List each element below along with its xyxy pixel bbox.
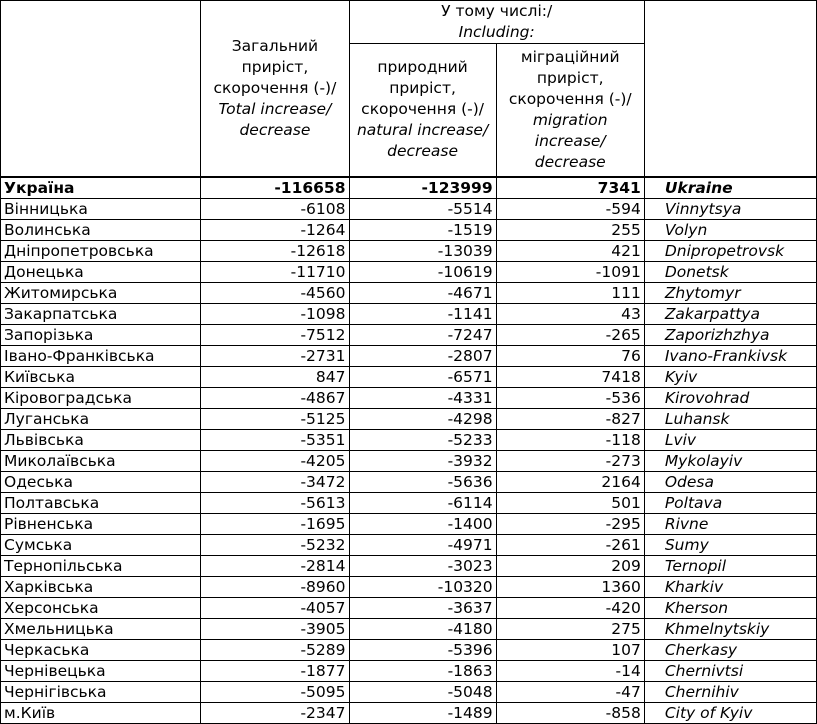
natural-change-value: -4180 — [349, 618, 496, 639]
region-name-en: Kharkiv — [644, 576, 816, 597]
region-name-uk: Кіровоградська — [1, 387, 201, 408]
total-change-value: -1264 — [201, 219, 349, 240]
table-row — [1, 576, 817, 597]
migration-change-value: 501 — [496, 492, 644, 513]
natural-change-value: -4671 — [349, 282, 496, 303]
region-name-uk: Тернопільська — [1, 555, 201, 576]
header-migration — [496, 44, 644, 177]
table-row — [1, 219, 817, 240]
total-change-value: -2814 — [201, 555, 349, 576]
table-row — [1, 555, 817, 576]
migration-change-value: 209 — [496, 555, 644, 576]
region-name-en: Poltava — [644, 492, 816, 513]
region-name-en: Vinnytsya — [644, 198, 816, 219]
total-change-value: -5125 — [201, 408, 349, 429]
region-name-en: Dnipropetrovsk — [644, 240, 816, 261]
header-total — [201, 1, 349, 177]
header-total-en: Total increase/ decrease — [218, 99, 332, 139]
migration-change-value: -118 — [496, 429, 644, 450]
region-name-uk: Дніпропетровська — [1, 240, 201, 261]
header-natural-en: natural increase/ decrease — [356, 121, 489, 161]
total-change-value: -5232 — [201, 534, 349, 555]
table-row — [1, 534, 817, 555]
region-name-uk: Київська — [1, 366, 201, 387]
region-name-uk: Одеська — [1, 471, 201, 492]
total-change-value: -2347 — [201, 702, 349, 723]
region-name-en: Zaporizhzhya — [644, 324, 816, 345]
region-name-uk: Хмельницька — [1, 618, 201, 639]
region-name-uk: Волинська — [1, 219, 201, 240]
migration-change-value: 111 — [496, 282, 644, 303]
region-name-uk: Житомирська — [1, 282, 201, 303]
natural-change-value: -1489 — [349, 702, 496, 723]
natural-change-value: -3637 — [349, 597, 496, 618]
table-row — [1, 240, 817, 261]
table-row — [1, 681, 817, 702]
region-name-en: Donetsk — [644, 261, 816, 282]
total-change-value: -3905 — [201, 618, 349, 639]
natural-change-value: -5048 — [349, 681, 496, 702]
total-change-value: -4560 — [201, 282, 349, 303]
region-name-uk: Чернівецька — [1, 660, 201, 681]
total-change-value: -2731 — [201, 345, 349, 366]
region-name-en: Lviv — [644, 429, 816, 450]
migration-change-value: -420 — [496, 597, 644, 618]
region-name-en: Luhansk — [644, 408, 816, 429]
natural-change-value: -5514 — [349, 198, 496, 219]
header-total-uk: Загальний приріст, скорочення (-)/ — [213, 36, 337, 97]
table-row — [1, 660, 817, 681]
total-change-value: -1098 — [201, 303, 349, 324]
region-name-uk: Черкаська — [1, 639, 201, 660]
header-natural — [349, 44, 496, 177]
table-row — [1, 324, 817, 345]
migration-change-value: 76 — [496, 345, 644, 366]
header-including-uk: У тому числі:/ — [441, 2, 553, 20]
migration-change-value: 421 — [496, 240, 644, 261]
region-name-en: Cherkasy — [644, 639, 816, 660]
region-name-en: Khmelnytskiy — [644, 618, 816, 639]
region-name-uk: Донецька — [1, 261, 201, 282]
header-including-en: Including: — [458, 23, 535, 41]
header-region-blank — [1, 1, 201, 177]
table-row — [1, 282, 817, 303]
table-row — [1, 450, 817, 471]
header-natural-uk: природний приріст, скорочення (-)/ — [361, 58, 484, 119]
total-change-value: -1877 — [201, 660, 349, 681]
migration-change-value: 275 — [496, 618, 644, 639]
region-name-uk: Херсонська — [1, 597, 201, 618]
natural-change-value: -5396 — [349, 639, 496, 660]
region-name-en: Odesa — [644, 471, 816, 492]
region-name-en: Ivano-Frankivsk — [644, 345, 816, 366]
region-name-en: Chernihiv — [644, 681, 816, 702]
total-change-value: -4057 — [201, 597, 349, 618]
region-name-en: Rivne — [644, 513, 816, 534]
region-name-en: Ternopil — [644, 555, 816, 576]
natural-change-value: -6114 — [349, 492, 496, 513]
region-name-en: Kherson — [644, 597, 816, 618]
migration-change-value: 255 — [496, 219, 644, 240]
migration-change-value: -261 — [496, 534, 644, 555]
region-name-en: Volyn — [644, 219, 816, 240]
migration-change-value: -14 — [496, 660, 644, 681]
header-english-blank — [644, 1, 816, 177]
natural-change-value: -1519 — [349, 219, 496, 240]
total-change-value: -4867 — [201, 387, 349, 408]
migration-change-value: 7341 — [496, 177, 644, 199]
natural-change-value: -13039 — [349, 240, 496, 261]
region-name-uk: Львівська — [1, 429, 201, 450]
migration-change-value: -827 — [496, 408, 644, 429]
table-row — [1, 387, 817, 408]
table-row — [1, 513, 817, 534]
table-row — [1, 597, 817, 618]
region-name-en: Kyiv — [644, 366, 816, 387]
migration-change-value: -295 — [496, 513, 644, 534]
total-change-value: -7512 — [201, 324, 349, 345]
migration-change-value: -1091 — [496, 261, 644, 282]
region-name-en: Ukraine — [644, 177, 816, 199]
table-row — [1, 408, 817, 429]
region-name-en: City of Kyiv — [644, 702, 816, 723]
region-name-uk: Закарпатська — [1, 303, 201, 324]
natural-change-value: -5636 — [349, 471, 496, 492]
total-change-value: 847 — [201, 366, 349, 387]
total-change-value: -5289 — [201, 639, 349, 660]
total-change-value: -3472 — [201, 471, 349, 492]
migration-change-value: 43 — [496, 303, 644, 324]
region-name-uk: Полтавська — [1, 492, 201, 513]
total-change-value: -6108 — [201, 198, 349, 219]
migration-change-value: -858 — [496, 702, 644, 723]
natural-change-value: -1141 — [349, 303, 496, 324]
migration-change-value: -273 — [496, 450, 644, 471]
table-row — [1, 471, 817, 492]
natural-change-value: -6571 — [349, 366, 496, 387]
region-name-uk: Чернігівська — [1, 681, 201, 702]
table-row-total — [1, 177, 817, 199]
total-change-value: -12618 — [201, 240, 349, 261]
natural-change-value: -3023 — [349, 555, 496, 576]
region-name-en: Kirovohrad — [644, 387, 816, 408]
region-name-uk: Сумська — [1, 534, 201, 555]
migration-change-value: -47 — [496, 681, 644, 702]
header-including — [349, 1, 644, 44]
migration-change-value: 107 — [496, 639, 644, 660]
natural-change-value: -2807 — [349, 345, 496, 366]
natural-change-value: -7247 — [349, 324, 496, 345]
table-row — [1, 261, 817, 282]
migration-change-value: -536 — [496, 387, 644, 408]
migration-change-value: 2164 — [496, 471, 644, 492]
table-row — [1, 345, 817, 366]
region-name-uk: Харківська — [1, 576, 201, 597]
region-name-uk: м.Київ — [1, 702, 201, 723]
total-change-value: -5613 — [201, 492, 349, 513]
region-name-en: Sumy — [644, 534, 816, 555]
natural-change-value: -5233 — [349, 429, 496, 450]
table-row — [1, 198, 817, 219]
migration-change-value: 7418 — [496, 366, 644, 387]
table-row — [1, 303, 817, 324]
region-name-uk: Запорізька — [1, 324, 201, 345]
total-change-value: -5095 — [201, 681, 349, 702]
migration-change-value: -594 — [496, 198, 644, 219]
total-change-value: -1695 — [201, 513, 349, 534]
natural-change-value: -4298 — [349, 408, 496, 429]
region-name-uk: Миколаївська — [1, 450, 201, 471]
natural-change-value: -10320 — [349, 576, 496, 597]
table-row — [1, 639, 817, 660]
region-name-uk: Вінницька — [1, 198, 201, 219]
total-change-value: -5351 — [201, 429, 349, 450]
total-change-value: -4205 — [201, 450, 349, 471]
table-body — [1, 177, 817, 724]
natural-change-value: -10619 — [349, 261, 496, 282]
table-row — [1, 429, 817, 450]
header-migration-uk: міграційний приріст, скорочення (-)/ — [508, 47, 632, 108]
migration-change-value: 1360 — [496, 576, 644, 597]
table-row — [1, 492, 817, 513]
region-name-uk: Луганська — [1, 408, 201, 429]
natural-change-value: -4331 — [349, 387, 496, 408]
table-row — [1, 366, 817, 387]
region-name-en: Chernivtsi — [644, 660, 816, 681]
total-change-value: -11710 — [201, 261, 349, 282]
header-migration-en: migration increase/ decrease — [532, 110, 608, 171]
natural-change-value: -123999 — [349, 177, 496, 199]
total-change-value: -116658 — [201, 177, 349, 199]
table-row — [1, 618, 817, 639]
total-change-value: -8960 — [201, 576, 349, 597]
natural-change-value: -4971 — [349, 534, 496, 555]
region-name-en: Zakarpattya — [644, 303, 816, 324]
region-name-en: Zhytomyr — [644, 282, 816, 303]
natural-change-value: -3932 — [349, 450, 496, 471]
region-name-uk: Івано-Франківська — [1, 345, 201, 366]
region-name-uk: Рівненська — [1, 513, 201, 534]
region-name-en: Mykolayiv — [644, 450, 816, 471]
natural-change-value: -1400 — [349, 513, 496, 534]
region-name-uk: Україна — [1, 177, 201, 199]
migration-change-value: -265 — [496, 324, 644, 345]
natural-change-value: -1863 — [349, 660, 496, 681]
